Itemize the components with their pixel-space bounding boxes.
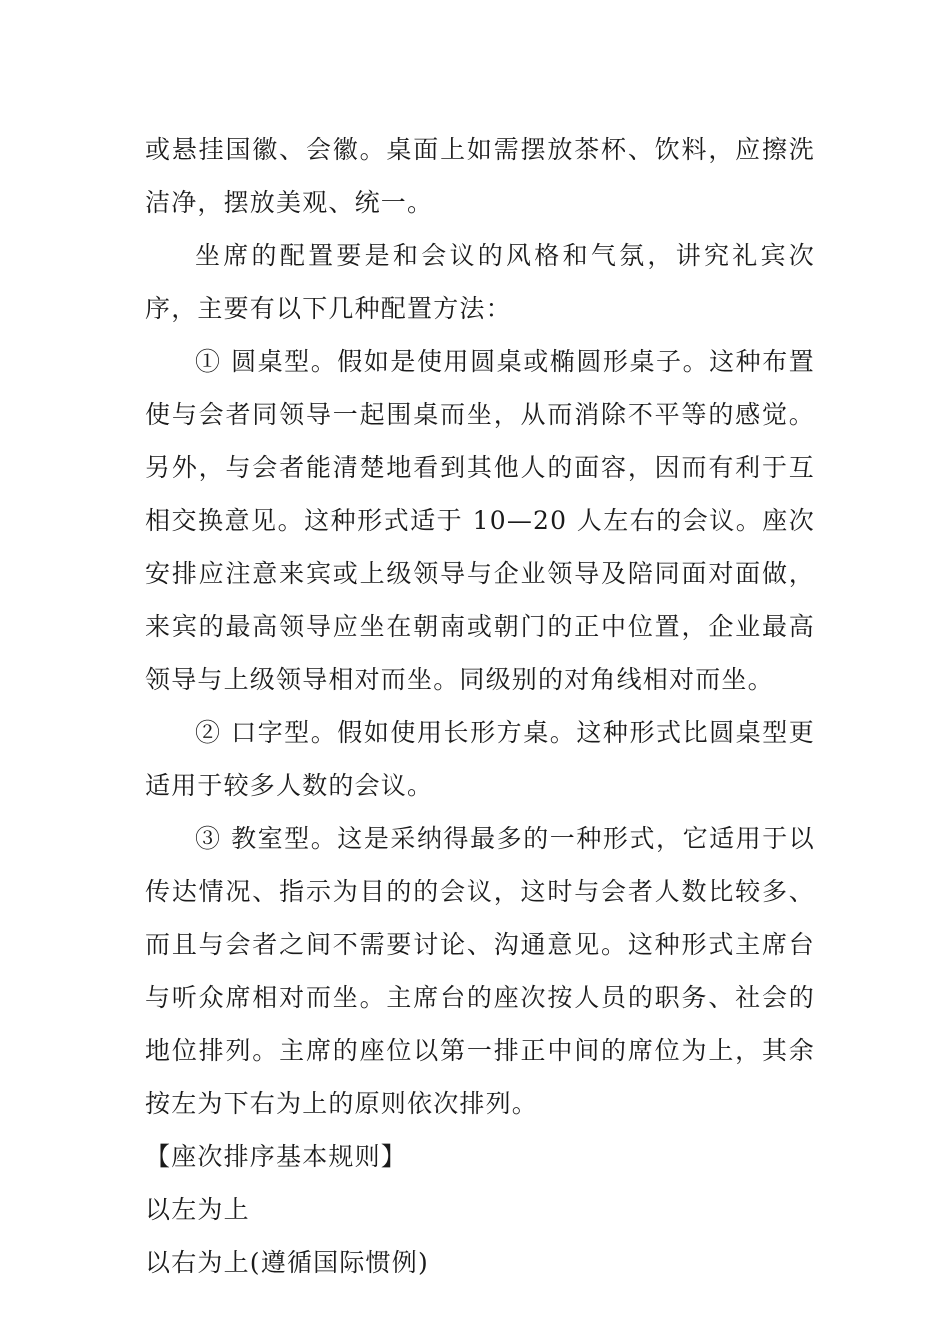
rule-left-is-higher: 以左为上	[145, 1195, 250, 1224]
section-heading-seating-rules: 【座次排序基本规则】	[145, 1142, 408, 1171]
paragraph-square-table: ② 口字型。假如使用长形方桌。这种形式比圆桌型更适用于较多人数的会议。	[145, 718, 815, 800]
paragraph-seating-intro: 坐席的配置要是和会议的风格和气氛，讲究礼宾次序，主要有以下几种配置方法：	[145, 241, 815, 323]
document-body	[145, 123, 815, 1289]
paragraph-classroom: ③ 教室型。这是采纳得最多的一种形式，它适用于以传达情况、指示为目的的会议，这时与会者人数比较多、而且与会者之间不需要讨论、沟通意见。这种形式主席台与听众席相对而坐。主席台的座次按人员的职务、社会的地位排列。主席的座位以第一排正中间的席位为上，其余按左为下右为上的原则依次排列。	[145, 824, 815, 1118]
paragraph-table-setup: 或悬挂国徽、会徽。桌面上如需摆放茶杯、饮料，应擦洗洁净，摆放美观、统一。	[145, 135, 815, 217]
rule-right-is-higher: 以右为上(遵循国际惯例)	[145, 1248, 429, 1277]
paragraph-round-table: ① 圆桌型。假如是使用圆桌或椭圆形桌子。这种布置使与会者同领导一起围桌而坐，从而消除不平等的感觉。另外，与会者能清楚地看到其他人的面容，因而有利于互相交换意见。这种形式适于 10—20 人左右的会议。座次安排应注意来宾或上级领导与企业领导及陪同面对面做，来宾的最高领导应坐在朝南或朝门的正中位置，企业最高领导与上级领导相对而坐。同级别的对角线相对而坐。	[145, 347, 815, 694]
